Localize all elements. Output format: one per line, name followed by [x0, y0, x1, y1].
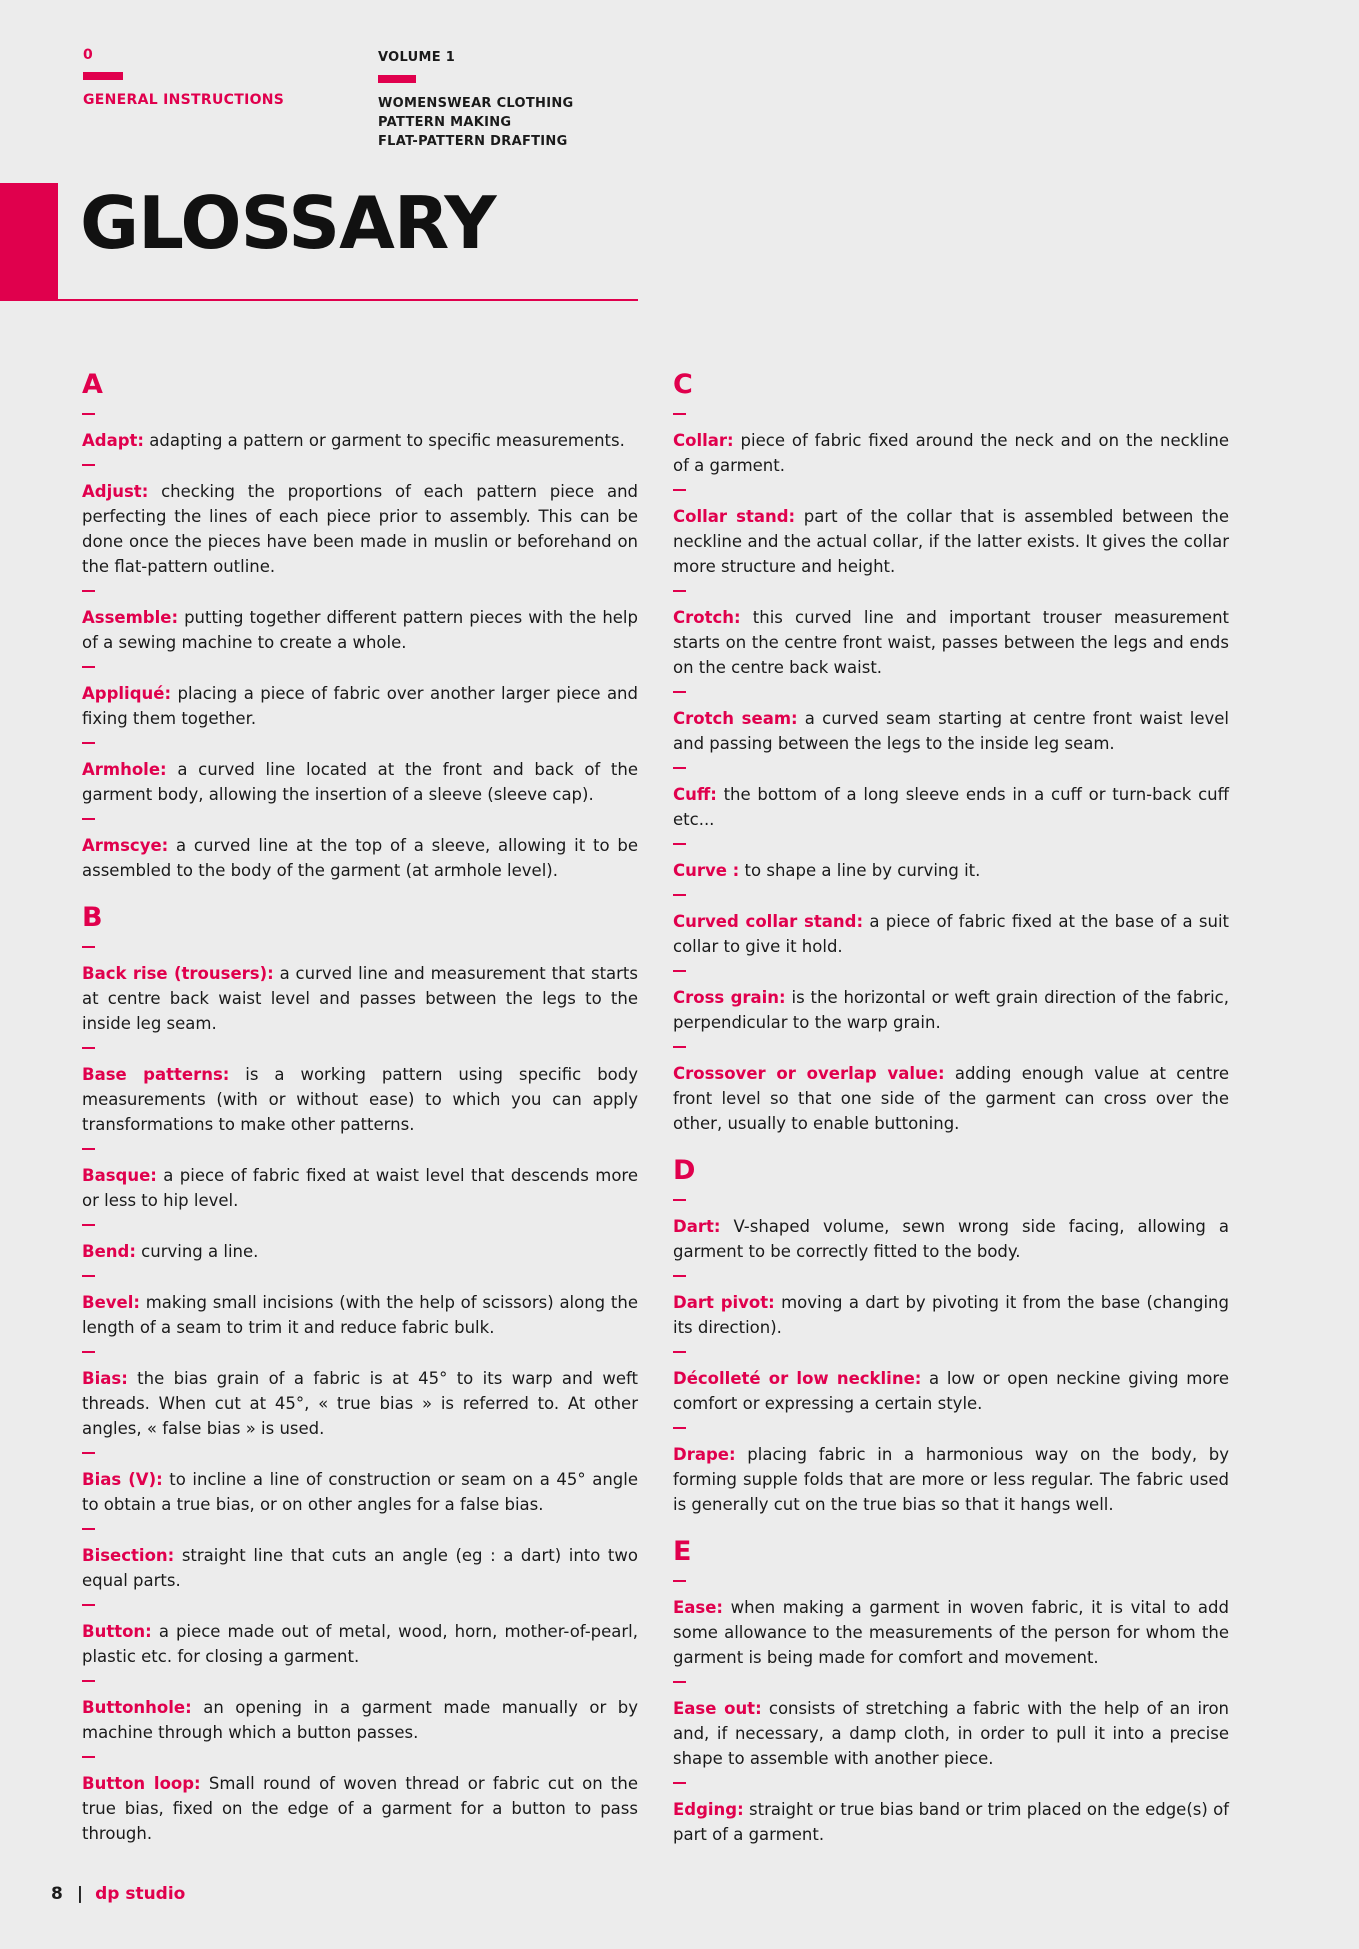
entry-definition: a curved line located at the front and back of the garment body, allowing the insertion of a sleeve (sleeve cap).	[82, 760, 638, 804]
entry-definition: a curved line and measurement that starts at centre back waist level and passes between the legs to the inside leg seam.	[82, 964, 638, 1033]
entry-dash	[82, 1224, 95, 1226]
glossary-entry	[82, 1695, 638, 1745]
entry-definition: consists of stretching a fabric with the help of an iron and, if necessary, a damp cloth, in order to pull it into a precise shape to assemble with another piece.	[673, 1699, 1230, 1768]
entry-definition: adapting a pattern or garment to specific measurements.	[144, 431, 625, 450]
page-title: GLOSSARY	[80, 181, 496, 265]
entry-definition: piece of fabric fixed around the neck and on the neckline of a garment.	[673, 431, 1229, 475]
footer-brand: dp studio	[95, 1884, 186, 1904]
entry-definition: putting together different pattern pieces with the help of a sewing machine to create a whole.	[82, 608, 638, 652]
entry-dash	[673, 1681, 686, 1683]
subtitle-line: PATTERN MAKING	[378, 115, 512, 130]
footer-separator: |	[76, 1884, 84, 1904]
glossary-entry	[673, 782, 1229, 832]
glossary-entry	[82, 428, 638, 453]
title-underline	[58, 299, 638, 301]
entry-definition: part of the collar that is assembled between the neckline and the actual collar, if the latter exists. It gives the collar more structure and height.	[673, 507, 1229, 576]
title-accent-block	[0, 183, 58, 301]
glossary-entry	[82, 1163, 638, 1213]
entry-term: Dart pivot:	[673, 1293, 775, 1312]
entry-dash	[82, 1680, 95, 1682]
glossary-entry	[82, 605, 638, 655]
entry-dash	[82, 1528, 95, 1530]
entry-term: Armscye:	[82, 836, 169, 855]
volume-subtitle	[378, 94, 574, 151]
entry-term: Crotch seam:	[673, 709, 798, 728]
section-letter: B	[82, 902, 103, 933]
entry-definition: is the horizontal or weft grain direction of the fabric, perpendicular to the warp grain.	[673, 988, 1229, 1032]
page-footer	[51, 1884, 185, 1904]
entry-term: Cuff:	[673, 785, 717, 804]
entry-dash	[82, 742, 95, 744]
entry-term: Button loop:	[82, 1774, 201, 1793]
glossary-entry	[673, 909, 1229, 959]
section-letter: C	[673, 369, 693, 400]
entry-definition: placing a piece of fabric over another larger piece and fixing them together.	[82, 684, 638, 728]
entry-term: Assemble:	[82, 608, 179, 627]
section-letter: A	[82, 369, 103, 400]
entry-dash	[673, 1427, 686, 1429]
glossary-entry	[673, 1442, 1229, 1517]
entry-dash	[82, 413, 95, 415]
header-chapter	[83, 46, 284, 108]
entry-dash	[673, 894, 686, 896]
entry-definition: is a working pattern using specific body measurements (with or without ease) to which you can apply transformations to make other patterns.	[82, 1065, 638, 1134]
entry-definition: straight line that cuts an angle (eg : a dart) into two equal parts.	[82, 1546, 638, 1590]
entry-definition: making small incisions (with the help of scissors) along the length of a seam to trim it and reduce fabric bulk.	[82, 1293, 638, 1337]
section-letter: D	[673, 1155, 696, 1186]
glossary-entry	[673, 1290, 1229, 1340]
glossary-entry	[673, 428, 1229, 478]
entry-term: Appliqué:	[82, 684, 172, 703]
entry-term: Bias:	[82, 1369, 128, 1388]
glossary-entry	[673, 858, 1229, 883]
page-number: 8	[51, 1884, 63, 1904]
glossary-entry	[82, 681, 638, 731]
glossary-entry	[673, 1214, 1229, 1264]
entry-term: Base patterns:	[82, 1065, 230, 1084]
glossary-entry	[673, 1595, 1229, 1670]
subtitle-line: WOMENSWEAR CLOTHING	[378, 96, 574, 111]
entry-term: Back rise (trousers):	[82, 964, 274, 983]
entry-dash	[673, 843, 686, 845]
entry-term: Décolleté or low neckline:	[673, 1369, 922, 1388]
entry-definition: an opening in a garment made manually or by machine through which a button passes.	[82, 1698, 638, 1742]
glossary-column-left	[82, 368, 638, 1846]
entry-dash	[673, 489, 686, 491]
volume-accent-bar	[378, 75, 416, 83]
entry-definition: adding enough value at centre front level so that one side of the garment can cross over the other, usually to enable buttoning.	[673, 1064, 1230, 1133]
entry-definition: a low or open neckine giving more comfort or expressing a certain style.	[673, 1369, 1229, 1413]
entry-definition: a piece of fabric fixed at waist level that descends more or less to hip level.	[82, 1166, 638, 1210]
glossary-section	[673, 1535, 1229, 1847]
entry-dash	[82, 1275, 95, 1277]
entry-dash	[673, 590, 686, 592]
chapter-accent-bar	[83, 72, 123, 80]
entry-dash	[673, 691, 686, 693]
entry-definition: V-shaped volume, sewn wrong side facing, allowing a garment to be correctly fitted to the body.	[673, 1217, 1229, 1261]
entry-term: Collar:	[673, 431, 734, 450]
entry-dash	[82, 1351, 95, 1353]
glossary-entry	[82, 1467, 638, 1517]
entry-dash	[673, 1275, 686, 1277]
entry-dash	[673, 1580, 686, 1582]
entry-definition: when making a garment in woven fabric, it is vital to add some allowance to the measurements of the person for whom the garment is being made for comfort and movement.	[673, 1598, 1229, 1667]
entry-definition: to incline a line of construction or seam on a 45° angle to obtain a true bias, or on other angles for a false bias.	[82, 1470, 638, 1514]
glossary-entry	[673, 1797, 1229, 1847]
glossary-entry	[673, 1696, 1229, 1771]
entry-term: Dart:	[673, 1217, 721, 1236]
glossary-entry	[673, 605, 1229, 680]
glossary-column-right	[673, 368, 1229, 1847]
glossary-section	[82, 901, 638, 1846]
glossary-entry	[673, 706, 1229, 756]
entry-dash	[82, 1604, 95, 1606]
entry-term: Cross grain:	[673, 988, 786, 1007]
entry-definition: curving a line.	[135, 1242, 259, 1261]
entry-term: Curved collar stand:	[673, 912, 864, 931]
entry-dash	[82, 818, 95, 820]
header-volume	[378, 49, 574, 151]
entry-definition: straight or true bias band or trim placed on the edge(s) of part of a garment.	[673, 1800, 1229, 1844]
entry-definition: placing fabric in a harmonious way on the body, by forming supple folds that are more or less regular. The fabric used is generally cut on the true bias so that it hangs well.	[673, 1445, 1229, 1514]
entry-definition: a curved seam starting at centre front waist level and passing between the legs to the inside leg seam.	[673, 709, 1229, 753]
entry-dash	[82, 1452, 95, 1454]
entry-term: Crotch:	[673, 608, 741, 627]
chapter-label: GENERAL INSTRUCTIONS	[83, 92, 285, 108]
glossary-entry	[82, 1543, 638, 1593]
entry-dash	[673, 767, 686, 769]
entry-term: Bevel:	[82, 1293, 140, 1312]
glossary-entry	[673, 985, 1229, 1035]
entry-term: Ease:	[673, 1598, 724, 1617]
glossary-entry	[82, 479, 638, 579]
glossary-entry	[673, 504, 1229, 579]
entry-dash	[82, 1756, 95, 1758]
entry-dash	[673, 1046, 686, 1048]
entry-definition: a curved line at the top of a sleeve, allowing it to be assembled to the body of the garment (at armhole level).	[82, 836, 638, 880]
entry-term: Crossover or overlap value:	[673, 1064, 945, 1083]
entry-definition: the bottom of a long sleeve ends in a cuff or turn-back cuff etc...	[673, 785, 1229, 829]
entry-dash	[673, 413, 686, 415]
entry-dash	[82, 666, 95, 668]
entry-term: Ease out:	[673, 1699, 762, 1718]
chapter-number: 0	[83, 47, 93, 63]
entry-definition: the bias grain of a fabric is at 45° to its warp and weft threads. When cut at 45°, « true bias » is referred to. At other angles, « false bias » is used.	[82, 1369, 638, 1438]
glossary-entry	[82, 1239, 638, 1264]
entry-term: Basque:	[82, 1166, 157, 1185]
entry-term: Edging:	[673, 1800, 744, 1819]
entry-definition: a piece of fabric fixed at the base of a suit collar to give it hold.	[673, 912, 1229, 956]
glossary-entry	[82, 1290, 638, 1340]
glossary-entry	[673, 1061, 1229, 1136]
entry-dash	[673, 970, 686, 972]
entry-term: Adjust:	[82, 482, 149, 501]
entry-dash	[82, 1148, 95, 1150]
subtitle-line: FLAT-PATTERN DRAFTING	[378, 134, 568, 149]
entry-dash	[673, 1351, 686, 1353]
entry-definition: checking the proportions of each pattern piece and perfecting the lines of each piece prior to assembly. This can be done once the pieces have been made in muslin or beforehand on the flat-pattern outline.	[82, 482, 638, 576]
entry-dash	[673, 1199, 686, 1201]
entry-term: Collar stand:	[673, 507, 796, 526]
volume-label: VOLUME 1	[378, 50, 456, 65]
entry-term: Drape:	[673, 1445, 736, 1464]
entry-dash	[82, 1047, 95, 1049]
entry-term: Button:	[82, 1622, 152, 1641]
entry-definition: Small round of woven thread or fabric cut on the true bias, fixed on the edge of a garment for a button to pass through.	[82, 1774, 638, 1843]
entry-term: Adapt:	[82, 431, 145, 450]
glossary-entry	[82, 1062, 638, 1137]
entry-dash	[673, 1782, 686, 1784]
glossary-section	[82, 368, 638, 883]
entry-term: Armhole:	[82, 760, 167, 779]
glossary-entry	[82, 1366, 638, 1441]
entry-definition: to shape a line by curving it.	[739, 861, 981, 880]
entry-term: Buttonhole:	[82, 1698, 192, 1717]
entry-dash	[82, 590, 95, 592]
glossary-entry	[82, 757, 638, 807]
entry-term: Bend:	[82, 1242, 136, 1261]
entry-dash	[82, 946, 95, 948]
glossary-entry	[82, 1619, 638, 1669]
glossary-section	[673, 1154, 1229, 1517]
glossary-entry	[82, 1771, 638, 1846]
entry-term: Curve :	[673, 861, 740, 880]
entry-term: Bias (V):	[82, 1470, 163, 1489]
glossary-entry	[82, 833, 638, 883]
entry-dash	[82, 464, 95, 466]
entry-definition: this curved line and important trouser measurement starts on the centre front waist, passes between the legs and ends on the centre back waist.	[673, 608, 1229, 677]
glossary-section	[673, 368, 1229, 1136]
entry-definition: moving a dart by pivoting it from the base (changing its direction).	[673, 1293, 1229, 1337]
glossary-entry	[673, 1366, 1229, 1416]
entry-term: Bisection:	[82, 1546, 175, 1565]
entry-definition: a piece made out of metal, wood, horn, mother-of-pearl, plastic etc. for closing a garment.	[82, 1622, 638, 1666]
section-letter: E	[673, 1536, 692, 1567]
glossary-entry	[82, 961, 638, 1036]
